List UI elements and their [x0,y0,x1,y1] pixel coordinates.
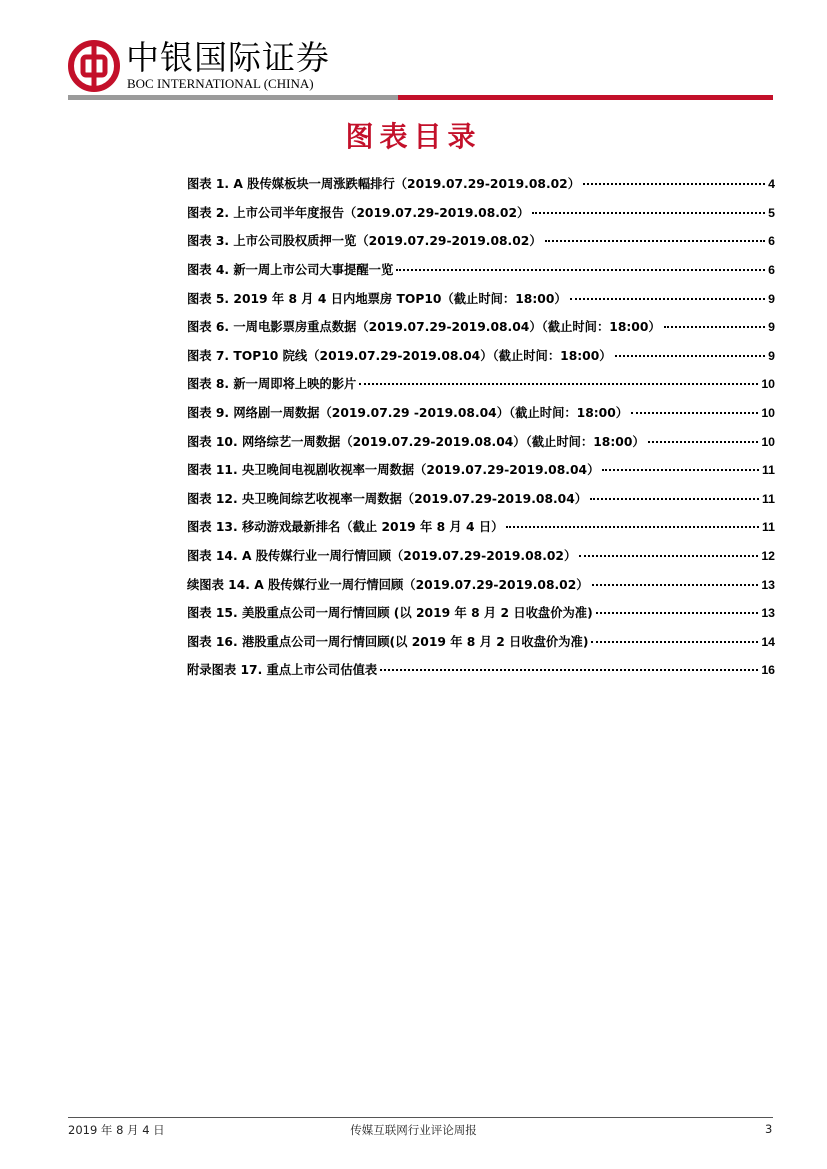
toc-entry[interactable] [187,460,775,489]
toc-entry-label: 图表 16. 港股重点公司一周行情回顾(以 2019 年 8 月 2 日收盘价为准) [187,634,589,649]
brand-name-en: BOC INTERNATIONAL (CHINA) [127,76,314,91]
toc-entry-label: 图表 13. 移动游戏最新排名（截止 2019 年 8 月 4 日） [187,520,504,535]
header-rule-red [398,95,773,100]
table-of-figures [187,174,775,689]
boc-logo-icon [68,40,120,92]
toc-leader-dots [648,428,759,442]
toc-leader-dots [583,171,765,185]
toc-entry-page: 9 [768,320,775,335]
toc-leader-dots [590,486,759,500]
page-title: 图表目录 [345,120,482,153]
toc-leader-dots [359,371,758,385]
toc-entry-label: 图表 12. 央卫晚间综艺收视率一周数据（2019.07.29-2019.08.04） [187,491,588,506]
toc-entry-page: 6 [768,263,775,278]
toc-leader-dots [545,228,766,242]
toc-leader-dots [570,285,765,299]
toc-entry-label: 图表 5. 2019 年 8 月 4 日内地票房 TOP10（截止时间：18:00） [187,291,567,306]
toc-entry[interactable] [187,431,775,460]
toc-entry-page: 16 [761,663,775,678]
toc-entry-label: 图表 1. A 股传媒板块一周涨跌幅排行（2019.07.29-2019.08.02） [187,177,581,192]
footer-rule [68,1117,773,1118]
toc-entry[interactable] [187,632,775,661]
toc-entry-label: 图表 3. 上市公司股权质押一览（2019.07.29-2019.08.02） [187,234,542,249]
toc-entry-page: 13 [761,606,775,621]
toc-entry[interactable] [187,546,775,575]
toc-entry-page: 4 [768,177,775,192]
toc-entry-page: 10 [761,434,775,449]
toc-leader-dots [596,600,759,614]
brand-name-cn: 中银国际证券 [126,38,330,77]
toc-leader-dots [579,543,758,557]
toc-entry-page: 10 [761,377,775,392]
toc-entry-label: 图表 14. A 股传媒行业一周行情回顾（2019.07.29-2019.08.02） [187,549,577,564]
toc-entry[interactable] [187,288,775,317]
toc-entry[interactable] [187,374,775,403]
toc-entry[interactable] [187,403,775,432]
toc-entry[interactable] [187,260,775,289]
toc-leader-dots [396,257,765,271]
toc-entry-label: 图表 11. 央卫晚间电视剧收视率一周数据（2019.07.29-2019.08.04） [187,463,600,478]
footer-report-name: 传媒互联网行业评论周报 [350,1123,477,1137]
toc-leader-dots [506,514,759,528]
toc-entry-page: 5 [768,205,775,220]
toc-entry[interactable] [187,574,775,603]
toc-entry-label: 图表 9. 网络剧一周数据（2019.07.29 -2019.08.04）（截止时间：18:00） [187,406,629,421]
toc-entry-page: 13 [761,577,775,592]
toc-leader-dots [615,343,766,357]
toc-entry[interactable] [187,317,775,346]
toc-entry-page: 9 [768,348,775,363]
toc-entry-page: 9 [768,291,775,306]
toc-entry[interactable] [187,231,775,260]
toc-entry-label: 续图表 14. A 股传媒行业一周行情回顾（2019.07.29-2019.08.02） [187,577,589,592]
toc-leader-dots [532,200,765,214]
header-rule-grey [68,95,398,100]
toc-entry-label: 图表 4. 新一周上市公司大事提醒一览 [187,263,394,278]
toc-entry-page: 11 [762,520,775,535]
toc-leader-dots [664,314,765,328]
toc-leader-dots [380,657,758,671]
toc-entry-page: 12 [761,549,775,564]
toc-entry[interactable] [187,603,775,632]
toc-entry[interactable] [187,203,775,232]
toc-entry-label: 图表 15. 美股重点公司一周行情回顾 (以 2019 年 8 月 2 日收盘价为准) [187,606,593,621]
footer-date: 2019 年 8 月 4 日 [68,1123,165,1137]
toc-entry-page: 14 [761,634,775,649]
page-header [68,38,773,102]
toc-leader-dots [602,457,759,471]
toc-entry[interactable] [187,660,775,689]
toc-entry-page: 11 [762,491,775,506]
footer-page-number: 3 [765,1122,773,1136]
toc-leader-dots [592,571,759,585]
toc-entry-page: 6 [768,234,775,249]
toc-entry[interactable] [187,346,775,375]
toc-entry-page: 11 [762,463,775,478]
toc-entry-label: 图表 7. TOP10 院线（2019.07.29-2019.08.04）（截止时间：18:00） [187,348,612,363]
toc-entry-label: 图表 8. 新一周即将上映的影片 [187,377,357,392]
toc-entry[interactable] [187,489,775,518]
toc-entry-label: 图表 6. 一周电影票房重点数据（2019.07.29-2019.08.04）（截止时间：18:00） [187,320,661,335]
toc-leader-dots [591,629,758,643]
toc-entry-label: 图表 10. 网络综艺一周数据（2019.07.29-2019.08.04）（截止时间：18:00） [187,434,645,449]
toc-leader-dots [631,400,758,414]
toc-entry-label: 附录图表 17. 重点上市公司估值表 [187,663,378,678]
toc-entry-label: 图表 2. 上市公司半年度报告（2019.07.29-2019.08.02） [187,205,530,220]
toc-entry[interactable] [187,517,775,546]
toc-entry-page: 10 [761,406,775,421]
toc-entry[interactable] [187,174,775,203]
